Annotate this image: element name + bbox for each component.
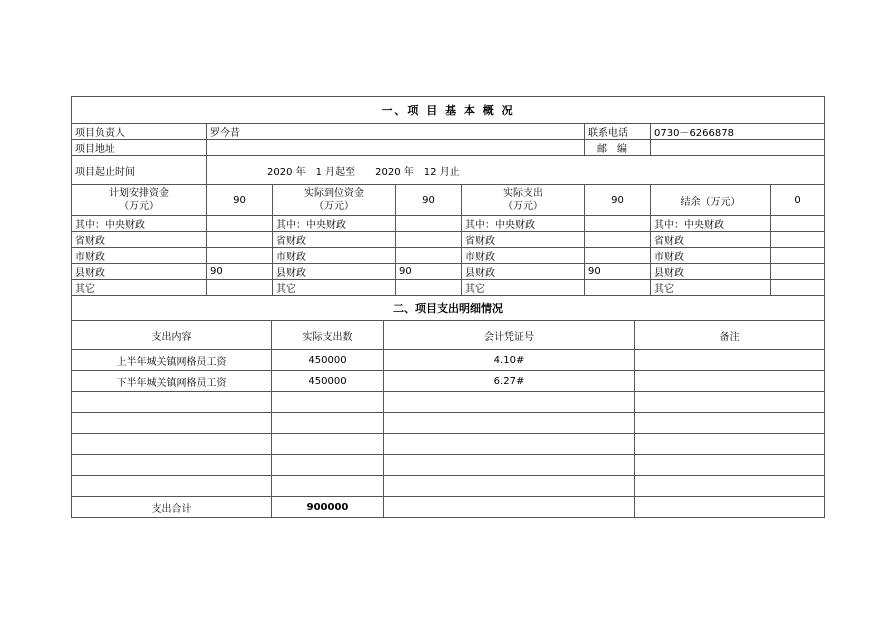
table-row: [72, 392, 825, 413]
breakdown-label: 县财政: [273, 264, 396, 280]
address-label: 项目地址: [72, 140, 207, 156]
row-amount: [272, 455, 384, 476]
breakdown-spent: [585, 216, 651, 232]
row-content: [72, 392, 272, 413]
breakdown-balance: [771, 216, 825, 232]
breakdown-balance: [771, 232, 825, 248]
row-content: [72, 413, 272, 434]
breakdown-label: 其它: [462, 280, 585, 296]
breakdown-label: 其它: [273, 280, 396, 296]
breakdown-label: 省财政: [273, 232, 396, 248]
row-amount: [272, 476, 384, 497]
row-remarks: [635, 455, 825, 476]
row-remarks: [635, 476, 825, 497]
phone-value: 0730－6266878: [651, 124, 825, 140]
breakdown-arrived: [396, 232, 462, 248]
spent-funds-label: 实际支出: [503, 188, 543, 199]
row-content: [72, 455, 272, 476]
total-label: 支出合计: [72, 497, 272, 518]
row-amount: [272, 434, 384, 455]
row-amount: 450000: [272, 371, 384, 392]
row-amount: [272, 392, 384, 413]
breakdown-label: 县财政: [651, 264, 771, 280]
breakdown-label: 市财政: [72, 248, 207, 264]
header-amount: 实际支出数: [272, 321, 384, 350]
table-row: [72, 413, 825, 434]
row-amount: [272, 413, 384, 434]
breakdown-label: 其中：中央财政: [651, 216, 771, 232]
breakdown-label: 省财政: [462, 232, 585, 248]
basic-info-table: [71, 96, 825, 321]
breakdown-label: 县财政: [72, 264, 207, 280]
breakdown-row-other: [72, 280, 825, 296]
breakdown-label: 省财政: [651, 232, 771, 248]
breakdown-label: 县财政: [462, 264, 585, 280]
row-voucher: [384, 434, 635, 455]
breakdown-label: 其中：中央财政: [273, 216, 396, 232]
header-content: 支出内容: [72, 321, 272, 350]
row-remarks: [635, 392, 825, 413]
row-remarks: [635, 371, 825, 392]
row-remarks: [635, 413, 825, 434]
total-voucher: [384, 497, 635, 518]
row-remarks: [635, 434, 825, 455]
breakdown-row-city: [72, 248, 825, 264]
breakdown-spent: 90: [585, 264, 651, 280]
row-voucher: [384, 476, 635, 497]
postcode-value: [651, 140, 825, 156]
row-remarks: [635, 350, 825, 371]
spent-funds-header: [462, 185, 585, 216]
breakdown-balance: [771, 264, 825, 280]
section1-title: 一、项 目 基 本 概 况: [72, 97, 825, 124]
phone-label: 联系电话: [585, 124, 651, 140]
breakdown-label: 其它: [651, 280, 771, 296]
table-row: [72, 434, 825, 455]
breakdown-spent: [585, 248, 651, 264]
arrived-funds-value: 90: [396, 185, 462, 216]
breakdown-arrived: [396, 248, 462, 264]
project-expenditure-form: [71, 96, 824, 518]
breakdown-label: 市财政: [462, 248, 585, 264]
table-row: [72, 371, 825, 392]
header-remarks: 备注: [635, 321, 825, 350]
table-row: [72, 476, 825, 497]
breakdown-planned: [207, 216, 273, 232]
breakdown-row-province: [72, 232, 825, 248]
arrived-funds-header: [273, 185, 396, 216]
breakdown-planned: 90: [207, 264, 273, 280]
spent-funds-value: 90: [585, 185, 651, 216]
planned-funds-label: 计划安排资金: [109, 188, 169, 199]
postcode-label: 邮 编: [585, 140, 651, 156]
total-remarks: [635, 497, 825, 518]
row-voucher: [384, 413, 635, 434]
breakdown-row-central: [72, 216, 825, 232]
breakdown-row-county: [72, 264, 825, 280]
planned-funds-header: [72, 185, 207, 216]
breakdown-label: 其它: [72, 280, 207, 296]
balance-label: 结余（万元）: [651, 185, 771, 216]
row-voucher: [384, 455, 635, 476]
row-voucher: [384, 392, 635, 413]
breakdown-label: 其中：中央财政: [462, 216, 585, 232]
row-voucher: 6.27#: [384, 371, 635, 392]
row-amount: 450000: [272, 350, 384, 371]
breakdown-spent: [585, 280, 651, 296]
expenditure-detail-table: [71, 320, 825, 518]
row-content: 上半年城关镇网格员工资: [72, 350, 272, 371]
table-row: [72, 455, 825, 476]
arrived-funds-label: 实际到位资金: [304, 188, 364, 199]
breakdown-label: 省财政: [72, 232, 207, 248]
breakdown-arrived: [396, 216, 462, 232]
period-value: 2020 年 1 月起至 2020 年 12 月止: [207, 156, 825, 185]
breakdown-planned: [207, 280, 273, 296]
breakdown-planned: [207, 248, 273, 264]
breakdown-label: 市财政: [651, 248, 771, 264]
balance-value: 0: [771, 185, 825, 216]
table-row: [72, 350, 825, 371]
breakdown-label: 其中：中央财政: [72, 216, 207, 232]
address-value: [207, 140, 585, 156]
total-value: 900000: [272, 497, 384, 518]
responsible-value: 罗今昔: [207, 124, 585, 140]
spent-funds-unit: （万元）: [503, 201, 543, 212]
row-voucher: 4.10#: [384, 350, 635, 371]
row-content: 下半年城关镇网格员工资: [72, 371, 272, 392]
row-content: [72, 476, 272, 497]
arrived-funds-unit: （万元）: [314, 201, 354, 212]
planned-funds-value: 90: [207, 185, 273, 216]
breakdown-balance: [771, 280, 825, 296]
period-label: 项目起止时间: [72, 156, 207, 185]
responsible-label: 项目负责人: [72, 124, 207, 140]
breakdown-arrived: [396, 280, 462, 296]
total-row: [72, 497, 825, 518]
row-content: [72, 434, 272, 455]
breakdown-spent: [585, 232, 651, 248]
breakdown-balance: [771, 248, 825, 264]
breakdown-planned: [207, 232, 273, 248]
header-voucher: 会计凭证号: [384, 321, 635, 350]
section2-title: 二、项目支出明细情况: [72, 296, 825, 321]
breakdown-arrived: 90: [396, 264, 462, 280]
planned-funds-unit: （万元）: [119, 201, 159, 212]
breakdown-label: 市财政: [273, 248, 396, 264]
